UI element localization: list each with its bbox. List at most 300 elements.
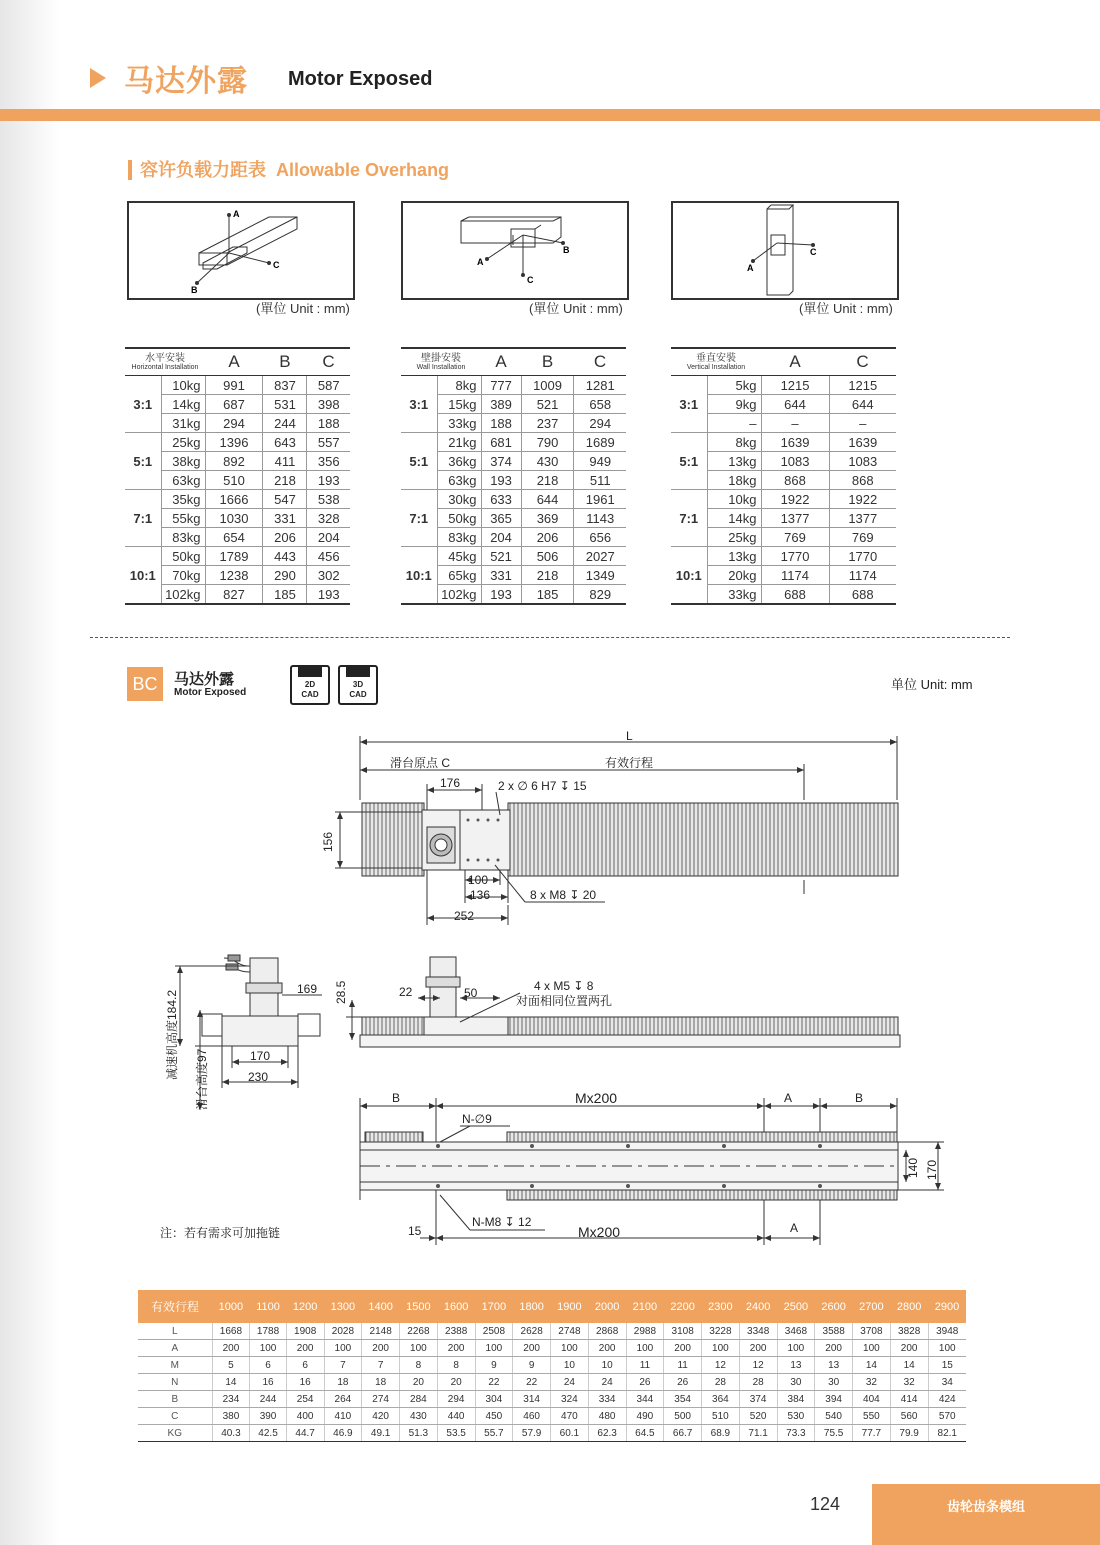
spec-cell: 77.7 bbox=[853, 1425, 891, 1442]
value-cell: 1215 bbox=[761, 376, 829, 395]
value-cell: 1215 bbox=[829, 376, 896, 395]
hole-spec-n9: N-∅9 bbox=[462, 1112, 492, 1126]
diagram-label-a: A bbox=[477, 257, 484, 267]
stroke-header: 1000 bbox=[212, 1290, 250, 1323]
spec-cell: 100 bbox=[853, 1340, 891, 1357]
hole-spec-nm8: N-M8 ↧ 12 bbox=[472, 1215, 532, 1229]
load-cell: 55kg bbox=[161, 509, 205, 528]
spec-cell: 71.1 bbox=[739, 1425, 777, 1442]
dim-50: 50 bbox=[464, 986, 478, 1000]
value-cell: 1083 bbox=[761, 452, 829, 471]
spec-cell: 26 bbox=[664, 1374, 702, 1391]
load-cell: 18kg bbox=[707, 471, 761, 490]
col-header: C bbox=[307, 348, 350, 376]
spec-cell: 3588 bbox=[815, 1323, 853, 1340]
spec-cell: 73.3 bbox=[777, 1425, 815, 1442]
spec-row bbox=[138, 1340, 966, 1357]
hole-spec-3-note: 对面相同位置两孔 bbox=[516, 994, 613, 1008]
value-cell: 1639 bbox=[761, 433, 829, 452]
value-cell: 521 bbox=[521, 395, 574, 414]
col-header: C bbox=[829, 348, 896, 376]
stroke-header: 2800 bbox=[890, 1290, 928, 1323]
load-cell: 83kg bbox=[161, 528, 205, 547]
spec-cell: 24 bbox=[551, 1374, 589, 1391]
spec-cell: 68.9 bbox=[702, 1425, 740, 1442]
col-header: C bbox=[574, 348, 626, 376]
spec-cell: 410 bbox=[324, 1408, 362, 1425]
spec-cell: 22 bbox=[475, 1374, 513, 1391]
value-cell: 949 bbox=[574, 452, 626, 471]
value-cell: 510 bbox=[205, 471, 263, 490]
spec-cell: 100 bbox=[551, 1340, 589, 1357]
spec-cell: 28 bbox=[739, 1374, 777, 1391]
spec-row-label: M bbox=[138, 1357, 212, 1374]
spec-cell: 9 bbox=[475, 1357, 513, 1374]
spec-cell: 100 bbox=[777, 1340, 815, 1357]
spec-cell: 2868 bbox=[588, 1323, 626, 1340]
spec-cell: 82.1 bbox=[928, 1425, 966, 1442]
value-cell: 1922 bbox=[829, 490, 896, 509]
ratio-cell: 5:1 bbox=[401, 433, 437, 490]
value-cell: 1281 bbox=[574, 376, 626, 395]
table-head-label: 壁掛安裝 Wall Installation bbox=[401, 348, 481, 376]
unit-note-1: (單位 Unit : mm) bbox=[256, 301, 350, 316]
value-cell: 1961 bbox=[574, 490, 626, 509]
load-cell: 20kg bbox=[707, 566, 761, 585]
page-number: 124 bbox=[810, 1494, 841, 1514]
spec-cell: 284 bbox=[400, 1391, 438, 1408]
spec-row-label: L bbox=[138, 1323, 212, 1340]
spec-cell: 100 bbox=[928, 1340, 966, 1357]
spec-cell: 3108 bbox=[664, 1323, 702, 1340]
spec-cell: 254 bbox=[286, 1391, 324, 1408]
value-cell: 218 bbox=[263, 471, 307, 490]
spec-cell: 560 bbox=[890, 1408, 928, 1425]
spec-cell: 200 bbox=[664, 1340, 702, 1357]
spec-cell: 13 bbox=[777, 1357, 815, 1374]
cad-3d-download-button[interactable]: 3D CAD bbox=[338, 665, 378, 705]
load-cell: 33kg bbox=[707, 585, 761, 605]
spec-row bbox=[138, 1374, 966, 1391]
spec-cell: 18 bbox=[324, 1374, 362, 1391]
spec-cell: 44.7 bbox=[286, 1425, 324, 1442]
value-cell: 188 bbox=[481, 414, 521, 433]
stroke-header: 2100 bbox=[626, 1290, 664, 1323]
spec-cell: 2268 bbox=[400, 1323, 438, 1340]
value-cell: 1174 bbox=[829, 566, 896, 585]
dim-140: 140 bbox=[906, 1157, 920, 1178]
spec-cell: 470 bbox=[551, 1408, 589, 1425]
col-header: A bbox=[205, 348, 263, 376]
reducer-height-label: 减速机高度184.2 bbox=[165, 989, 179, 1080]
page-title-en: Motor Exposed bbox=[288, 68, 433, 90]
load-cell: – bbox=[707, 414, 761, 433]
stroke-header: 1300 bbox=[324, 1290, 362, 1323]
spec-cell: 274 bbox=[362, 1391, 400, 1408]
load-cell: 5kg bbox=[707, 376, 761, 395]
spec-cell: 8 bbox=[400, 1357, 438, 1374]
load-cell: 50kg bbox=[437, 509, 481, 528]
ratio-cell: 5:1 bbox=[671, 433, 707, 490]
value-cell: 369 bbox=[521, 509, 574, 528]
stroke-header: 1600 bbox=[437, 1290, 475, 1323]
load-cell: 15kg bbox=[437, 395, 481, 414]
spec-cell: 20 bbox=[437, 1374, 475, 1391]
value-cell: 1666 bbox=[205, 490, 263, 509]
spec-cell: 3348 bbox=[739, 1323, 777, 1340]
spec-cell: 75.5 bbox=[815, 1425, 853, 1442]
value-cell: 193 bbox=[481, 585, 521, 605]
value-cell: 1009 bbox=[521, 376, 574, 395]
spec-header-label: 有效行程 bbox=[138, 1290, 212, 1323]
col-header: B bbox=[521, 348, 574, 376]
value-cell: 331 bbox=[481, 566, 521, 585]
value-cell: 206 bbox=[521, 528, 574, 547]
spec-cell: 9 bbox=[513, 1357, 551, 1374]
value-cell: 511 bbox=[574, 471, 626, 490]
value-cell: 204 bbox=[481, 528, 521, 547]
value-cell: 644 bbox=[761, 395, 829, 414]
dim-170-a: 170 bbox=[250, 1049, 271, 1063]
load-cell: 102kg bbox=[161, 585, 205, 605]
load-cell: 50kg bbox=[161, 547, 205, 566]
spec-cell: 60.1 bbox=[551, 1425, 589, 1442]
value-cell: 587 bbox=[307, 376, 350, 395]
slide-height-label: 滑台高度97 bbox=[195, 1048, 209, 1110]
dim-A-top: A bbox=[784, 1091, 793, 1105]
spec-cell: 8 bbox=[437, 1357, 475, 1374]
spec-cell: 57.9 bbox=[513, 1425, 551, 1442]
spec-row bbox=[138, 1357, 966, 1374]
value-cell: 1789 bbox=[205, 547, 263, 566]
stroke-label: 有效行程 bbox=[605, 756, 654, 770]
spec-cell: 374 bbox=[739, 1391, 777, 1408]
spec-cell: 16 bbox=[286, 1374, 324, 1391]
load-cell: 31kg bbox=[161, 414, 205, 433]
spec-cell: 344 bbox=[626, 1391, 664, 1408]
load-cell: 9kg bbox=[707, 395, 761, 414]
spec-table bbox=[138, 1290, 966, 1442]
spec-cell: 570 bbox=[928, 1408, 966, 1425]
spec-row-label: KG bbox=[138, 1425, 212, 1442]
load-cell: 38kg bbox=[161, 452, 205, 471]
load-cell: 70kg bbox=[161, 566, 205, 585]
load-cell: 33kg bbox=[437, 414, 481, 433]
drag-chain-note: 注：若有需求可加拖链 bbox=[160, 1226, 281, 1240]
ratio-cell: 10:1 bbox=[671, 547, 707, 605]
stroke-header: 2400 bbox=[739, 1290, 777, 1323]
col-header: A bbox=[481, 348, 521, 376]
ratio-cell: 7:1 bbox=[401, 490, 437, 547]
spec-cell: 14 bbox=[212, 1374, 250, 1391]
value-cell: 411 bbox=[263, 452, 307, 471]
col-header: A bbox=[761, 348, 829, 376]
spec-cell: 64.5 bbox=[626, 1425, 664, 1442]
unit-label: 单位 Unit: mm bbox=[891, 677, 973, 692]
spec-cell: 2028 bbox=[324, 1323, 362, 1340]
value-cell: 777 bbox=[481, 376, 521, 395]
spec-cell: 480 bbox=[588, 1408, 626, 1425]
load-cell: 65kg bbox=[437, 566, 481, 585]
dim-136: 136 bbox=[470, 888, 491, 902]
dim-230: 230 bbox=[248, 1070, 269, 1084]
dim-156: 156 bbox=[321, 831, 335, 852]
value-cell: 868 bbox=[829, 471, 896, 490]
stroke-header: 2300 bbox=[702, 1290, 740, 1323]
spec-cell: 1788 bbox=[250, 1323, 286, 1340]
spec-cell: 364 bbox=[702, 1391, 740, 1408]
dim-100: 100 bbox=[468, 873, 489, 887]
spec-row-label: A bbox=[138, 1340, 212, 1357]
value-cell: 218 bbox=[521, 471, 574, 490]
value-cell: 1639 bbox=[829, 433, 896, 452]
spec-cell: 2148 bbox=[362, 1323, 400, 1340]
spec-cell: 264 bbox=[324, 1391, 362, 1408]
bc-badge: BC bbox=[127, 667, 163, 701]
spec-cell: 200 bbox=[212, 1340, 250, 1357]
value-cell: 218 bbox=[521, 566, 574, 585]
spec-row bbox=[138, 1425, 966, 1442]
value-cell: 443 bbox=[263, 547, 307, 566]
dim-176: 176 bbox=[440, 776, 461, 790]
hole-spec-2: 8 x M8 ↧ 20 bbox=[530, 888, 597, 902]
spec-cell: 32 bbox=[890, 1374, 928, 1391]
load-cell: 14kg bbox=[161, 395, 205, 414]
stroke-header: 1700 bbox=[475, 1290, 513, 1323]
spec-cell: 400 bbox=[286, 1408, 324, 1425]
spec-cell: 3228 bbox=[702, 1323, 740, 1340]
dim-B-top: B bbox=[392, 1091, 401, 1105]
cad-2d-download-button[interactable]: 2D CAD bbox=[290, 665, 330, 705]
bc-title-en: Motor Exposed bbox=[174, 687, 247, 698]
value-cell: 1922 bbox=[761, 490, 829, 509]
spec-cell: 3948 bbox=[928, 1323, 966, 1340]
load-cell: 102kg bbox=[437, 585, 481, 605]
diagram-label-c: C bbox=[527, 275, 534, 285]
value-cell: 188 bbox=[307, 414, 350, 433]
spec-cell: 100 bbox=[324, 1340, 362, 1357]
load-cell: 45kg bbox=[437, 547, 481, 566]
value-cell: 687 bbox=[205, 395, 263, 414]
value-cell: 1377 bbox=[761, 509, 829, 528]
value-cell: 398 bbox=[307, 395, 350, 414]
stroke-header: 1500 bbox=[400, 1290, 438, 1323]
spec-cell: 11 bbox=[626, 1357, 664, 1374]
spec-cell: 424 bbox=[928, 1391, 966, 1408]
value-cell: 644 bbox=[829, 395, 896, 414]
value-cell: 356 bbox=[307, 452, 350, 471]
value-cell: 1689 bbox=[574, 433, 626, 452]
spec-cell: 42.5 bbox=[250, 1425, 286, 1442]
spec-cell: 450 bbox=[475, 1408, 513, 1425]
spec-cell: 354 bbox=[664, 1391, 702, 1408]
spec-cell: 2628 bbox=[513, 1323, 551, 1340]
value-cell: 290 bbox=[263, 566, 307, 585]
spec-cell: 2508 bbox=[475, 1323, 513, 1340]
spec-cell: 49.1 bbox=[362, 1425, 400, 1442]
value-cell: 547 bbox=[263, 490, 307, 509]
value-cell: 1349 bbox=[574, 566, 626, 585]
spec-cell: 28 bbox=[702, 1374, 740, 1391]
spec-cell: 100 bbox=[475, 1340, 513, 1357]
value-cell: 185 bbox=[521, 585, 574, 605]
value-cell: 531 bbox=[263, 395, 307, 414]
value-cell: 656 bbox=[574, 528, 626, 547]
spec-cell: 420 bbox=[362, 1408, 400, 1425]
load-cell: 35kg bbox=[161, 490, 205, 509]
spec-cell: 530 bbox=[777, 1408, 815, 1425]
diagram-label-b: B bbox=[563, 245, 570, 255]
spec-cell: 390 bbox=[250, 1408, 286, 1425]
ratio-cell: 3:1 bbox=[125, 376, 161, 433]
spec-cell: 200 bbox=[588, 1340, 626, 1357]
value-cell: 331 bbox=[263, 509, 307, 528]
ratio-cell: 5:1 bbox=[125, 433, 161, 490]
spec-cell: 490 bbox=[626, 1408, 664, 1425]
section-title-cn: 容许负载力距表 bbox=[140, 160, 266, 180]
load-cell: 21kg bbox=[437, 433, 481, 452]
ratio-cell: 3:1 bbox=[671, 376, 707, 433]
stroke-header: 2200 bbox=[664, 1290, 702, 1323]
spec-cell: 12 bbox=[739, 1357, 777, 1374]
dim-22: 22 bbox=[399, 985, 413, 999]
value-cell: 1143 bbox=[574, 509, 626, 528]
value-cell: 769 bbox=[761, 528, 829, 547]
stroke-header: 2600 bbox=[815, 1290, 853, 1323]
spec-cell: 394 bbox=[815, 1391, 853, 1408]
section-title-en: Allowable Overhang bbox=[276, 160, 450, 180]
hole-spec-3: 4 x M5 ↧ 8 bbox=[534, 979, 594, 993]
value-cell: 1377 bbox=[829, 509, 896, 528]
spec-cell: 46.9 bbox=[324, 1425, 362, 1442]
spec-cell: 24 bbox=[588, 1374, 626, 1391]
value-cell: 643 bbox=[263, 433, 307, 452]
footer-tab: 齿轮齿条模组 bbox=[872, 1484, 1100, 1545]
col-header: B bbox=[263, 348, 307, 376]
spec-cell: 6 bbox=[286, 1357, 324, 1374]
value-cell: 688 bbox=[829, 585, 896, 605]
spec-row bbox=[138, 1408, 966, 1425]
spec-cell: 15 bbox=[928, 1357, 966, 1374]
load-cell: 30kg bbox=[437, 490, 481, 509]
spec-cell: 404 bbox=[853, 1391, 891, 1408]
spec-cell: 11 bbox=[664, 1357, 702, 1374]
spec-cell: 14 bbox=[853, 1357, 891, 1374]
diagram-label-b: B bbox=[191, 285, 198, 295]
spec-cell: 12 bbox=[702, 1357, 740, 1374]
value-cell: 829 bbox=[574, 585, 626, 605]
load-cell: 13kg bbox=[707, 547, 761, 566]
stroke-header: 1400 bbox=[362, 1290, 400, 1323]
spec-cell: 16 bbox=[250, 1374, 286, 1391]
diagram-label-c: C bbox=[273, 260, 280, 270]
spec-row bbox=[138, 1323, 966, 1340]
spec-cell: 66.7 bbox=[664, 1425, 702, 1442]
value-cell: 2027 bbox=[574, 547, 626, 566]
dim-mx200-top: Mx200 bbox=[575, 1090, 618, 1106]
load-cell: 63kg bbox=[437, 471, 481, 490]
load-cell: 8kg bbox=[707, 433, 761, 452]
stroke-header: 2000 bbox=[588, 1290, 626, 1323]
spec-cell: 234 bbox=[212, 1391, 250, 1408]
dim-mx200-bottom: Mx200 bbox=[578, 1224, 621, 1240]
value-cell: 294 bbox=[205, 414, 263, 433]
value-cell: 193 bbox=[307, 471, 350, 490]
value-cell: 237 bbox=[521, 414, 574, 433]
spec-cell: 2988 bbox=[626, 1323, 664, 1340]
value-cell: 658 bbox=[574, 395, 626, 414]
value-cell: 456 bbox=[307, 547, 350, 566]
spec-row bbox=[138, 1391, 966, 1408]
load-cell: 10kg bbox=[161, 376, 205, 395]
value-cell: 1770 bbox=[761, 547, 829, 566]
value-cell: 868 bbox=[761, 471, 829, 490]
load-cell: 14kg bbox=[707, 509, 761, 528]
load-cell: 83kg bbox=[437, 528, 481, 547]
slide-origin-label: 滑台原点 C bbox=[390, 756, 451, 770]
stroke-header: 2500 bbox=[777, 1290, 815, 1323]
spec-cell: 500 bbox=[664, 1408, 702, 1425]
spec-cell: 18 bbox=[362, 1374, 400, 1391]
stroke-header: 1800 bbox=[513, 1290, 551, 1323]
value-cell: 644 bbox=[521, 490, 574, 509]
spec-cell: 30 bbox=[815, 1374, 853, 1391]
dim-B-right: B bbox=[855, 1091, 864, 1105]
ratio-cell: 10:1 bbox=[125, 547, 161, 605]
stroke-header: 1100 bbox=[250, 1290, 286, 1323]
spec-cell: 304 bbox=[475, 1391, 513, 1408]
diagram-label-a: A bbox=[233, 209, 240, 219]
unit-note-2: (單位 Unit : mm) bbox=[529, 301, 623, 316]
ratio-cell: 7:1 bbox=[671, 490, 707, 547]
value-cell: 193 bbox=[481, 471, 521, 490]
spec-cell: 440 bbox=[437, 1408, 475, 1425]
value-cell: 185 bbox=[263, 585, 307, 605]
spec-cell: 26 bbox=[626, 1374, 664, 1391]
dim-28-5: 28.5 bbox=[334, 980, 348, 1004]
spec-cell: 200 bbox=[739, 1340, 777, 1357]
value-cell: – bbox=[761, 414, 829, 433]
value-cell: 892 bbox=[205, 452, 263, 471]
spec-cell: 3708 bbox=[853, 1323, 891, 1340]
spec-cell: 1908 bbox=[286, 1323, 324, 1340]
spec-cell: 334 bbox=[588, 1391, 626, 1408]
value-cell: 827 bbox=[205, 585, 263, 605]
spec-cell: 314 bbox=[513, 1391, 551, 1408]
spec-cell: 62.3 bbox=[588, 1425, 626, 1442]
spec-cell: 6 bbox=[250, 1357, 286, 1374]
value-cell: 521 bbox=[481, 547, 521, 566]
spec-cell: 13 bbox=[815, 1357, 853, 1374]
value-cell: 1238 bbox=[205, 566, 263, 585]
load-cell: 25kg bbox=[707, 528, 761, 547]
value-cell: 244 bbox=[263, 414, 307, 433]
spec-cell: 10 bbox=[551, 1357, 589, 1374]
spec-cell: 1668 bbox=[212, 1323, 250, 1340]
spec-cell: 510 bbox=[702, 1408, 740, 1425]
load-cell: 10kg bbox=[707, 490, 761, 509]
spec-cell: 430 bbox=[400, 1408, 438, 1425]
spec-cell: 460 bbox=[513, 1408, 551, 1425]
spec-cell: 100 bbox=[626, 1340, 664, 1357]
ratio-cell: 7:1 bbox=[125, 490, 161, 547]
spec-cell: 55.7 bbox=[475, 1425, 513, 1442]
spec-cell: 520 bbox=[739, 1408, 777, 1425]
spec-cell: 200 bbox=[362, 1340, 400, 1357]
page-title-cn: 马达外露 bbox=[124, 65, 248, 98]
ratio-cell: 10:1 bbox=[401, 547, 437, 605]
value-cell: 365 bbox=[481, 509, 521, 528]
